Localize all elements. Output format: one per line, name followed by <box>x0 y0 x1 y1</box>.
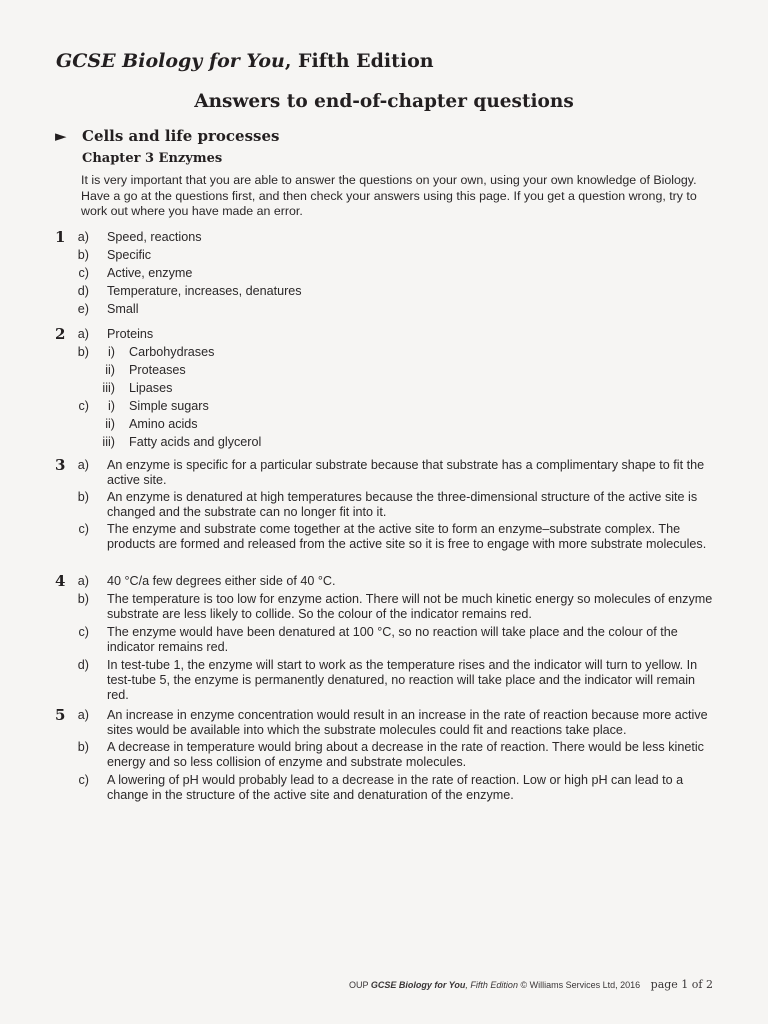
answer-label: a) <box>77 458 89 472</box>
answer-row <box>73 592 720 622</box>
sub-label: i) <box>108 345 115 359</box>
answer-label: b) <box>77 490 89 504</box>
answer-row <box>73 740 720 770</box>
footer-copyright: © Williams Services Ltd, 2016 <box>520 980 641 990</box>
page-title: Answers to end-of-chapter questions <box>194 91 574 112</box>
question-number: 3 <box>55 456 66 474</box>
answer-text: Carbohydrases <box>129 345 215 359</box>
answer-label: d) <box>77 284 89 298</box>
footer-book: GCSE Biology for You <box>370 980 466 990</box>
answer-text: Fatty acids and glycerol <box>129 435 262 449</box>
answer-label: c) <box>78 522 89 536</box>
answer-text: A decrease in temperature would bring about a decrease in the rate of reaction. There would be less kinetic energy and so less collision of enzyme and substrate molecules. <box>107 740 704 769</box>
answer-label: c) <box>78 266 89 280</box>
sub-label: i) <box>108 399 115 413</box>
sub-label: ii) <box>105 363 115 377</box>
answer-label: e) <box>77 302 89 316</box>
answer-label: c) <box>78 625 89 639</box>
answer-text: The temperature is too low for enzyme action. There will not be much kinetic energy so molecules of enzyme substrate are less likely to collide. So the colour of the indicator remains red. <box>107 592 713 621</box>
answer-text: Speed, reactions <box>107 230 202 244</box>
answer-row <box>73 490 720 520</box>
answer-label: b) <box>77 740 89 754</box>
answer-label: c) <box>78 399 89 413</box>
answer-text: Temperature, increases, denatures <box>107 284 302 298</box>
answer-row <box>73 708 720 738</box>
answer-text: Proteins <box>107 327 154 341</box>
answer-label: b) <box>77 592 89 606</box>
answer-label: b) <box>77 345 89 359</box>
chapter-heading: Chapter 3 Enzymes <box>82 151 223 166</box>
question-number: 4 <box>55 572 66 590</box>
answer-text: Proteases <box>129 363 186 377</box>
question-number: 5 <box>55 706 66 724</box>
answer-label: a) <box>77 327 89 341</box>
answer-text: The enzyme and substrate come together at the active site to form an enzyme–substrate complex. The products are formed and released from the active site so it is free to engage with more substrate molecules. <box>107 522 707 551</box>
section-title: Cells and life processes <box>82 127 280 145</box>
book-title-edition: , Fifth Edition <box>284 50 434 72</box>
answer-text: Active, enzyme <box>107 266 193 280</box>
answer-label: c) <box>78 773 89 787</box>
answer-label: b) <box>77 248 89 262</box>
page-footer <box>349 978 713 991</box>
answer-label: a) <box>77 708 89 722</box>
sub-label: iii) <box>102 435 115 449</box>
footer-publisher: OUP <box>349 980 369 990</box>
answer-row <box>73 773 720 803</box>
answer-row <box>73 574 720 589</box>
book-title <box>56 50 434 72</box>
answer-text: Specific <box>107 248 152 262</box>
answer-text: Small <box>107 302 139 316</box>
sub-label: iii) <box>102 381 115 395</box>
question-number: 1 <box>55 228 66 246</box>
answer-row <box>73 522 720 552</box>
answer-label: a) <box>77 230 89 244</box>
answer-label: d) <box>77 658 89 672</box>
answer-text: An enzyme is denatured at high temperatures because the three-dimensional structure of the active site is changed and the substrate can no longer fit into it. <box>107 490 698 519</box>
answer-row <box>73 458 720 488</box>
page-number: page 1 of 2 <box>650 978 713 991</box>
answer-text: A lowering of pH would probably lead to a decrease in the rate of reaction. Low or high pH can lead to a change in the structure of the active site and denaturation of the enzyme. <box>107 773 684 802</box>
intro-paragraph: It is very important that you are able to answer the questions on your own, using your own knowledge of Biology. Have a go at the questions first, and then check your answers using this page. If you get a question wrong, try to work out where you have made an error. <box>81 173 697 218</box>
book-title-italic: GCSE Biology for You <box>56 50 285 72</box>
section-heading <box>55 127 279 145</box>
answer-text: An enzyme is specific for a particular substrate because that substrate has a complimentary shape to fit the active site. <box>107 458 705 487</box>
sub-label: ii) <box>105 417 115 431</box>
answer-label: a) <box>77 574 89 588</box>
question-number: 2 <box>55 325 66 343</box>
answer-text: Simple sugars <box>129 399 209 413</box>
footer-edition: , Fifth Edition <box>465 980 518 990</box>
answer-row <box>73 658 720 702</box>
answer-text: Amino acids <box>129 417 198 431</box>
answer-row <box>73 625 720 655</box>
answer-text: 40 °C/a few degrees either side of 40 °C. <box>107 574 336 588</box>
answer-text: In test-tube 1, the enzyme will start to work as the temperature rises and the indicator will turn to yellow. In test-tube 5, the enzyme is permanently denatured, no reaction will take place and the indicator will remain red. <box>107 658 698 702</box>
arrow-right-icon: ► <box>55 127 67 145</box>
answer-text: Lipases <box>129 381 173 395</box>
answer-text: The enzyme would have been denatured at 100 °C, so no reaction will take place and the colour of the indicator remains red. <box>107 625 678 654</box>
answer-text: An increase in enzyme concentration would result in an increase in the rate of reaction because more active sites would be available into which the substrate molecules could fit and reactions take place. <box>107 708 708 737</box>
